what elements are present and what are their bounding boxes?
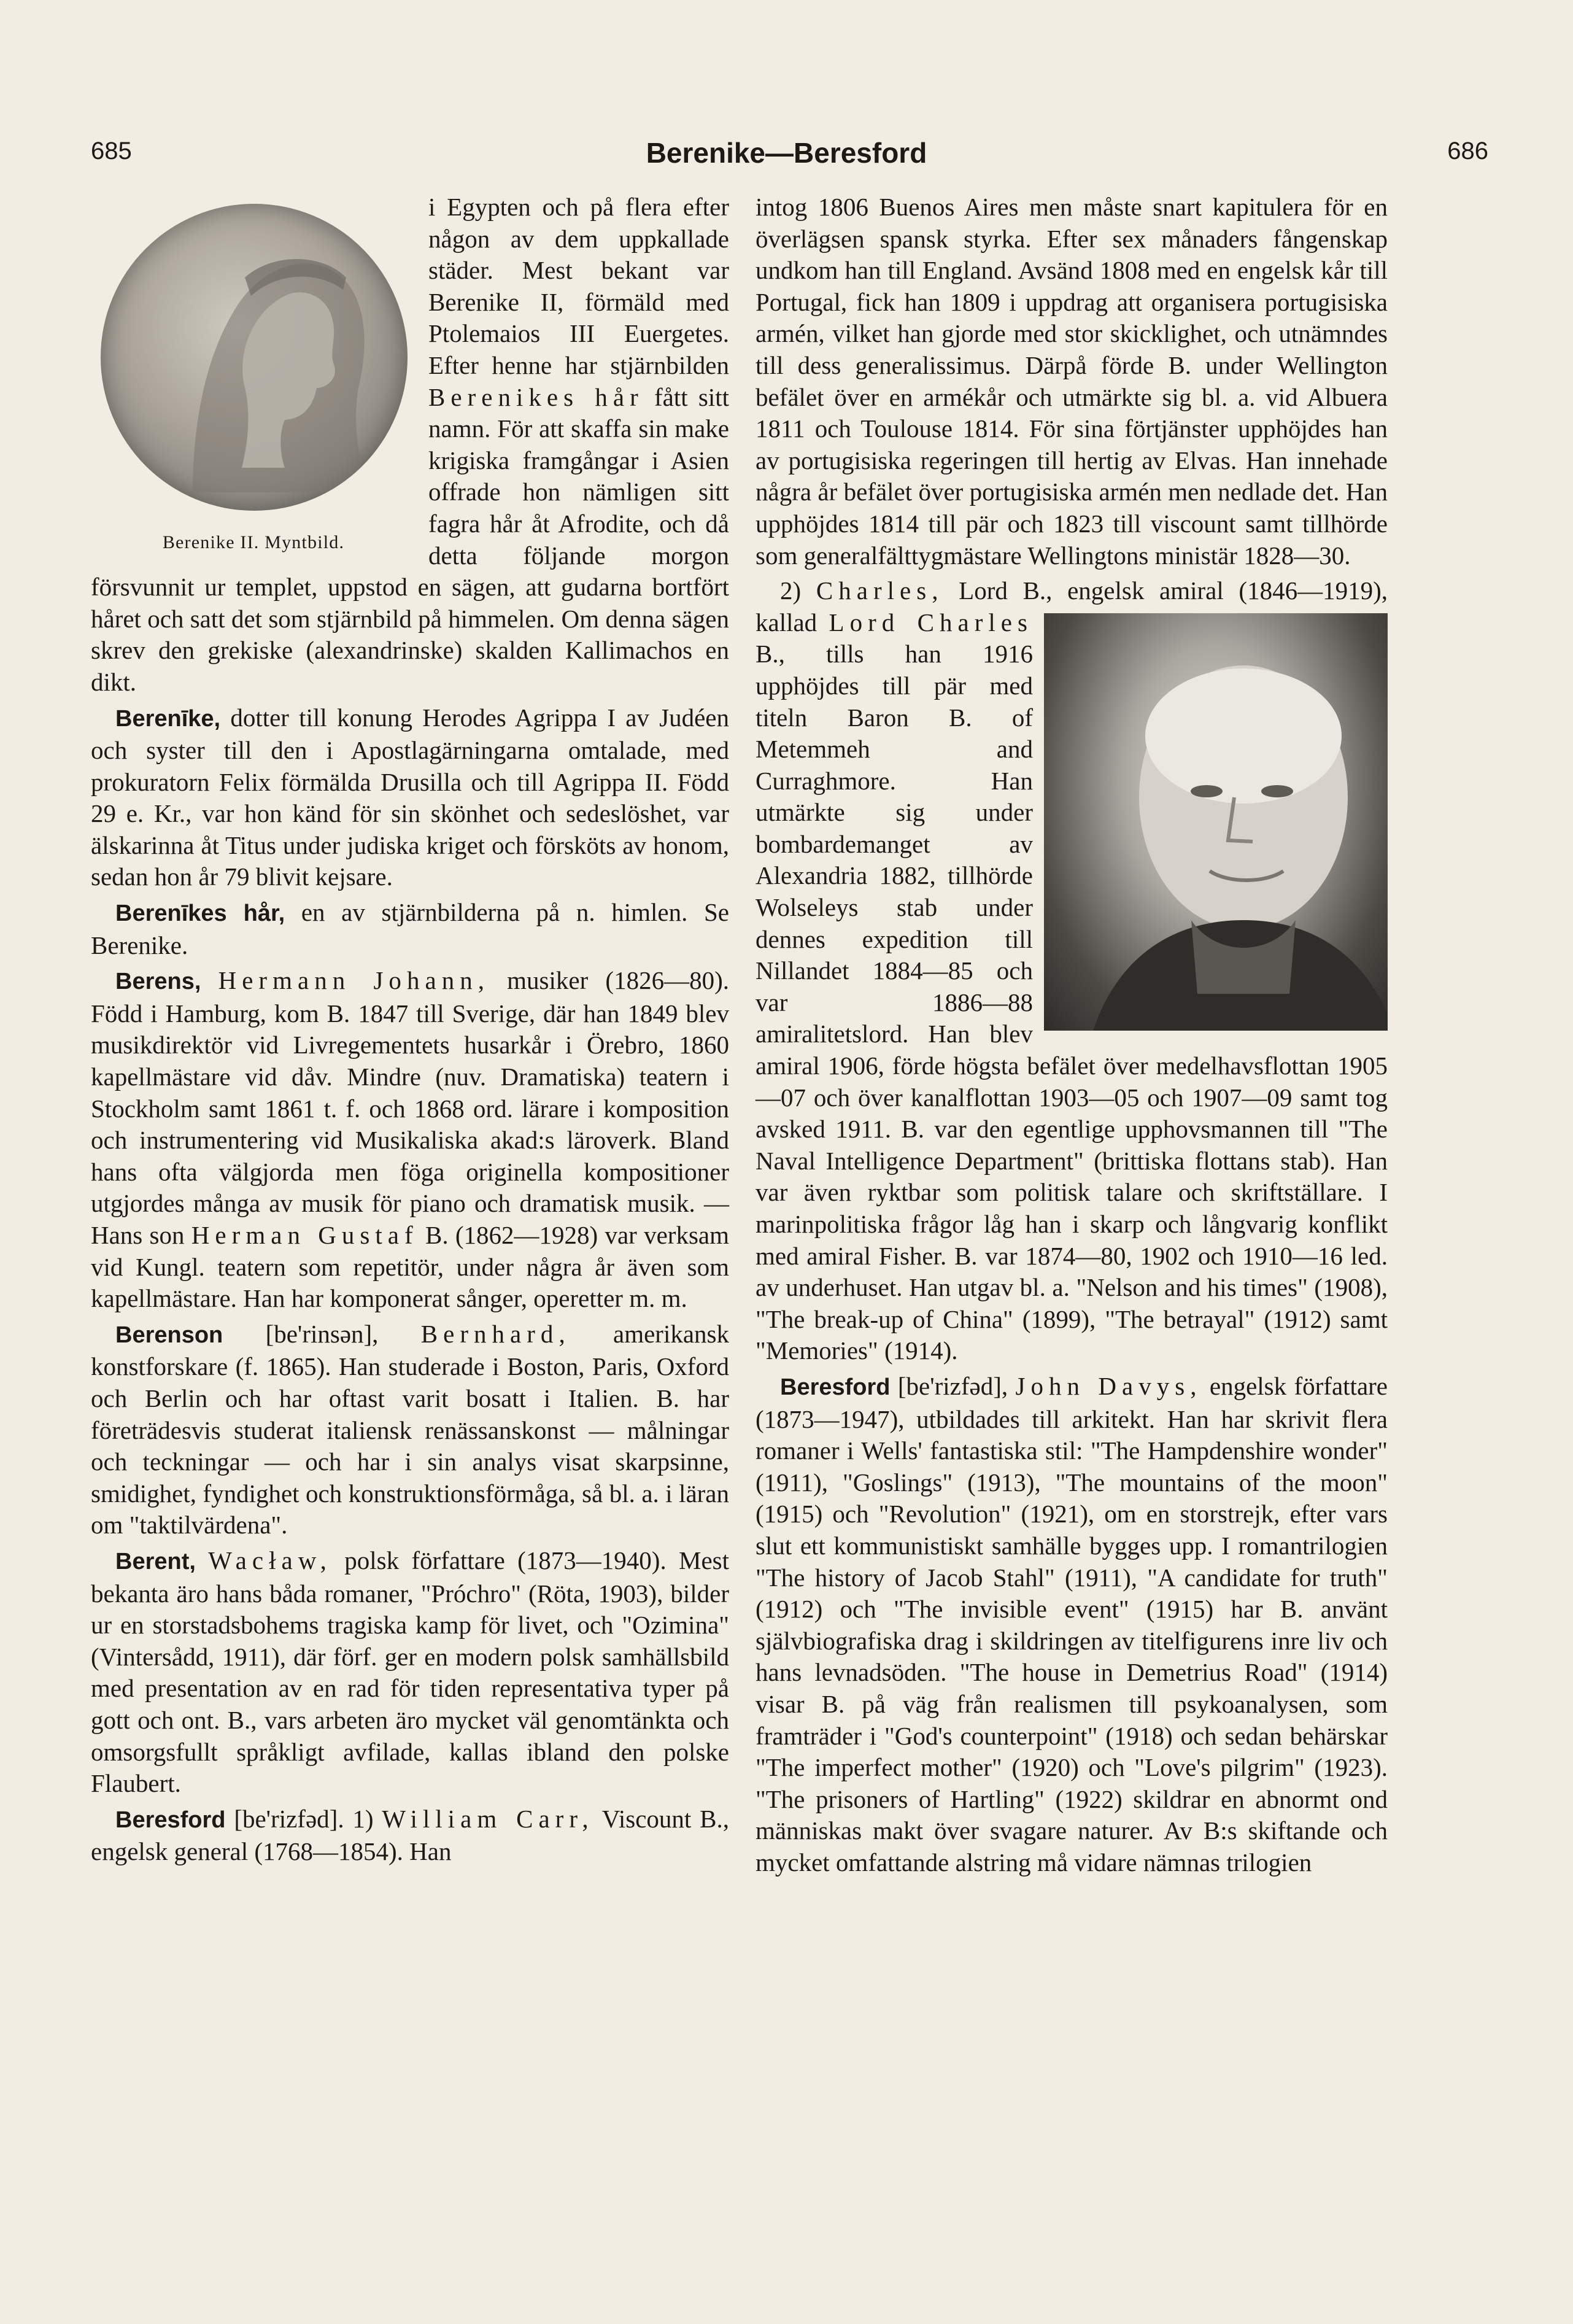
entry-berens: Berens, Hermann Johann, musiker (1826—80). Född i Hamburg, kom B. 1847 till Sverige, där han 1849 blev musikdirektör vid Livregementets husarkår i Örebro, 1860 kapellmästare vid dåv. Mindre (nuv. Dramatiska) teatern i Stockholm samt 1861 t. f. och 1868 ord. lärare i komposition och instrumentering vid Musikaliska akad:s läroverk. Bland hans ofta välgjorda men föga originella kompositioner utgjordes många av musik för piano och dramatisk musik. — Hans son Herman Gustaf B. (1862—1928) var verksam vid Kungl. teatern som repetitör, under några år även som kapellmästare. Han har komponerat sånger, operetter m. m. bbox=[91, 966, 729, 1313]
paragraph-beresford-continued: intog 1806 Buenos Aires men måste snart kapitulera för en överlägsen spansk styrka. Efter sex månaders fångenskap undkom han till England. Avsänd 1808 med en engelsk kår till Portugal, fick han 1809 i uppdrag att organisera portugisiska armén, vilket han gjorde med stor skicklighet, och utnämndes till dess generalissimus. Därpå förde B. under Wellington befälet över en armékår och utmärkte sig bl. a. vid Albuera 1811 och Toulouse 1814. För sina förtjänster upphöjdes han av portugisiska regeringen till hertig av Elvas. Han innehade några år befälet över portugisiska armén men nedlade det. Han upphöjdes 1814 till pär och 1823 till viscount samt tillhörde som generalfälttygmästare Wellingtons ministär 1828—30. bbox=[756, 193, 1388, 570]
headword: Berenson bbox=[115, 1322, 223, 1348]
entry-berent: Berent, Wacław, polsk författare (1873—1940). Mest bekanta äro hans båda romaner, "Próchro" (Röta, 1903), bilder ur en storstadsbohems tragiska kamp för livet, och "Ozimina" (Vintersådd, 1911), där förf. ger en modern polsk samhällsbild med presentation av en rad för tiden representativa typer på gott och ont. B., vars arbeten äro mycket väl genomtänkta och omsorgsfullt språkligt avfilade, kallas ibland den polske Flaubert. bbox=[91, 1546, 729, 1798]
right-column bbox=[756, 192, 1388, 1882]
entry-beresford-john: Beresford [be'rizfəd], John Davys, engelsk författare (1873—1947), utbildades till arkitekt. Han har skrivit flera romaner i Wells' fantastiska stil: "The Hampdenshire wonder" (1911), "Goslings" (1913), "The mountains of the moon" (1915) och "Revolution" (1921), om en storstrejk, efter vars slut ett kommunistiskt samhälle bygges upp. I romantrilogien "The history of Jacob Stahl" (1911), "A candidate for truth" (1912) och "The invisible event" (1915) har B. använt självbiografiska drag i skildringen av titelfigurens inre liv och hans levnadsöden. "The house in Demetrius Road" (1914) visar B. på väg från realismen till psykoanalysen, som framträder i "God's counterpoint" (1918) och sedan behärskar "The imperfect mother" (1920) och "Love's pilgrim" (1923). "The prisoners of Hartling" (1922) skildrar en abnormt ond människas makt över svagare naturer. Av B:s skiftande och mycket omfattande alstring må vidare nämnas trilogien bbox=[756, 1371, 1388, 1877]
headword: Beresford bbox=[115, 1807, 226, 1833]
headword: Berens, bbox=[115, 969, 201, 995]
left-column bbox=[91, 192, 729, 1872]
entry-berenson: Berenson [be'rinsən], Bernhard, amerikansk konstforskare (f. 1865). Han studerade i Boston, Paris, Oxford och Berlin och har oftast varit bosatt i Italien. B. har företrädesvis studerat italiensk renässanskonst — målningar och teckningar — och har i sin analys visat skarpsinne, smidighet, fyndighet och konstruktionsförmåga, så bl. a. i läran om "taktilvärdena". bbox=[91, 1319, 730, 1540]
headword: Beresford bbox=[780, 1374, 891, 1400]
entry-beresford-charles: 2) Charles, Lord B., engelsk amiral (1846—1919), kallad Lord Charles B., tills han 1916 upphöjdes till pär med titeln Baron B. of Metemmeh and Curraghmore. Han utmärkte sig under bombardemanget av Alexandria 1882, tillhörde Wolseleys stab under dennes expedition till Nillandet 1884—85 och var 1886—88 amiralitetslord. Han blev amiral 1906, förde högsta befälet över medelhavsflottan 1905—07 och över kanalflottan 1903—05 och 1907—09 samt tog avsked 1911. B. var den egentlige upphovsmannen till "The Naval Intelligence Department" (brittiska flottans stab). Han var även ryktbar som politisk talare och skriftställare. I marinpolitiska frågor låg han i skarp och långvarig konflikt med amiral Fisher. B. var 1874—80, 1902 och 1910—16 led. av underhuset. Han utgav bl. a. "Nelson and his times" (1908), "The break-up of China" (1899), "The betrayal" (1912) samt "Memories" (1914). bbox=[756, 575, 1388, 1367]
coin-figure bbox=[91, 192, 416, 566]
page-number-right: 686 bbox=[1447, 138, 1488, 165]
headword: Berent, bbox=[115, 1548, 196, 1575]
coin-caption: Berenike II. Myntbild. bbox=[162, 532, 345, 552]
portrait-figure bbox=[1044, 613, 1388, 1031]
headword: Berenīke, bbox=[115, 705, 221, 732]
entry-berenike-agrippa: Berenīke, dotter till konung Herodes Agrippa I av Judéen och syster till den i Apostlagärningarna omtalade, med prokuratorn Felix förmälda Drusilla och till Agrippa II. Född 29 e. Kr., var hon känd för sin skönhet och sedeslöshet, var älskarinna åt Titus under judiska kriget och försköts av honom, sedan hon år 79 blivit kejsare. bbox=[91, 703, 729, 891]
headword: Berenīkes hår, bbox=[115, 901, 285, 927]
page-number-left: 685 bbox=[91, 138, 132, 165]
running-title: Berenike—Beresford bbox=[646, 137, 927, 169]
admiral-portrait-icon bbox=[1044, 613, 1388, 1031]
paragraph-berenike-intro: i Egypten och på flera efter någon av dem uppkallade städer. Mest bekant var Berenike II, förmäld med Ptolemaios III Euergetes. Efter henne har stjärnbilden Berenikes hår fått sitt namn. För att skaffa sin make krigiska framgångar i Asien offrade hon nämligen sitt fagra hår åt Afrodite, och då detta följande morgon försvunnit ur templet, uppstod en sägen, att gudarna bortfört håret och satt det som stjärnbild på himmelen. Om denna sägen skrev den grekiske (alexandrinske) skalden Kallimachos en dikt. bbox=[91, 193, 729, 696]
entry-beresford-william: Beresford [be'rizfəd]. 1) William Carr, Viscount B., engelsk general (1768—1854). Han bbox=[91, 1804, 729, 1866]
entry-berenikes-har: Berenīkes hår, en av stjärnbilderna på n. himlen. Se Berenike. bbox=[91, 898, 729, 959]
coin-portrait-icon bbox=[101, 204, 408, 511]
